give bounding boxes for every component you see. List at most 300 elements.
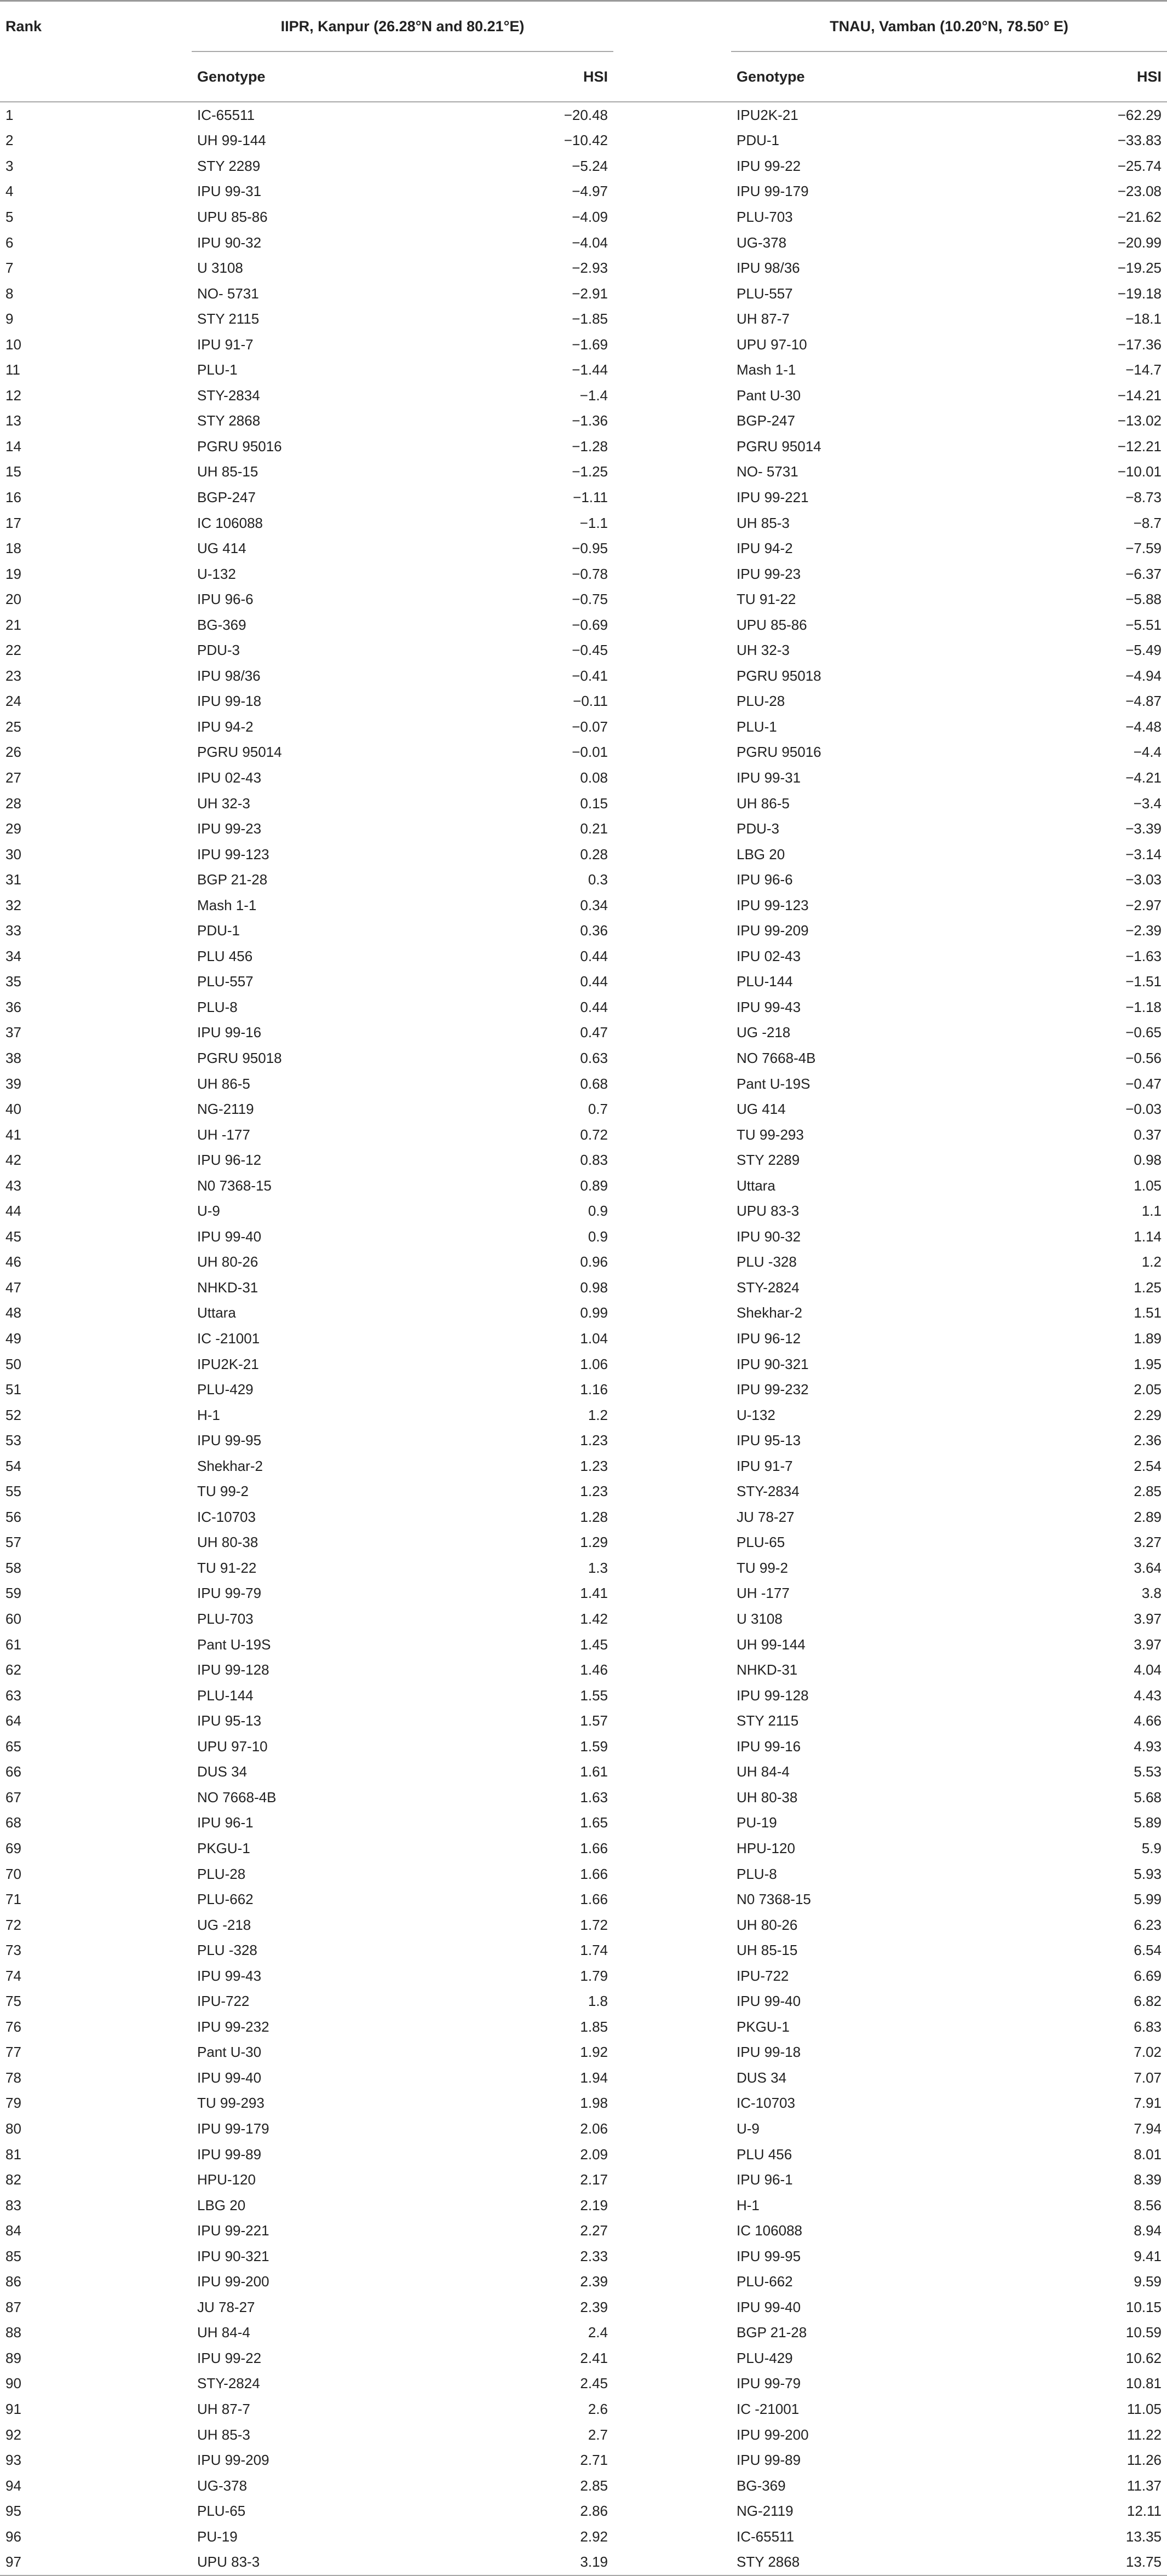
genotype-vamban-cell: IPU2K-21 [737,106,798,123]
table-row [0,102,1167,128]
hsi-kanpur-cell: −1.25 [572,463,608,480]
table-row [0,510,1167,536]
column-gap [613,1632,731,1658]
table-row [0,1020,1167,1046]
rank-cell: 27 [5,769,21,786]
genotype-kanpur-cell: PGRU 95014 [197,744,282,761]
hsi-vamban-cell: 13.75 [994,2550,1167,2576]
column-gap [613,1428,731,1453]
table-row [0,2295,1167,2320]
hsi-kanpur-cell: −2.91 [572,285,608,302]
rank-cell: 87 [5,2298,21,2315]
hsi-vamban-cell: −6.37 [1125,565,1162,582]
column-gap [613,2550,731,2576]
rank-cell: 60 [5,1611,21,1628]
hsi-kanpur-cell: 1.06 [580,1355,608,1372]
rank-cell: 92 [5,2426,21,2443]
table-row [0,2116,1167,2142]
hsi-kanpur-cell: −1.4 [579,387,608,404]
hsi-kanpur-cell: 0.83 [580,1152,608,1169]
column-gap [613,1301,731,1326]
genotype-kanpur-cell: IPU 99-232 [197,2018,269,2035]
table-row [0,2320,1167,2346]
column-gap [613,230,731,256]
hsi-vamban-cell: 3.27 [1134,1534,1162,1551]
hsi-kanpur-cell: −0.75 [572,591,608,608]
column-gap [613,51,731,102]
genotype-kanpur-cell: N0 7368-15 [197,1177,272,1194]
rank-cell: 65 [5,1738,21,1755]
rank-cell: 49 [5,1330,21,1347]
genotype-vamban-cell: IPU 91-7 [737,1457,793,1474]
genotype-vamban-cell: UH -177 [737,1585,790,1602]
table-row [0,2014,1167,2040]
hsi-kanpur-cell: 3.19 [465,2550,613,2576]
table-row [0,1173,1167,1199]
genotype-vamban-cell: IPU 94-2 [737,540,793,557]
hsi-kanpur-cell: 1.46 [580,1661,608,1678]
hsi-vamban-cell: −13.02 [1117,412,1162,429]
hsi-kanpur-cell: 1.85 [580,2018,608,2035]
genotype-kanpur-cell: IPU 96-6 [197,591,254,608]
hsi-kanpur-cell: 2.6 [588,2400,608,2417]
column-gap [613,2473,731,2499]
hsi-kanpur-cell: 2.39 [580,2273,608,2290]
table-row [0,1632,1167,1658]
hsi-kanpur-cell: 1.66 [580,1865,608,1882]
genotype-kanpur-cell: IPU 99-16 [197,1024,262,1041]
hsi-vamban-cell: 5.53 [1134,1763,1162,1780]
rank-cell: 56 [5,1508,21,1525]
table-row [0,1071,1167,1097]
hsi-vamban-cell: −4.87 [1125,693,1162,710]
table-row [0,357,1167,383]
table-row [0,1096,1167,1122]
genotype-kanpur-cell: PLU-144 [197,1687,254,1704]
genotype-vamban-cell: IPU 99-128 [737,1687,809,1704]
hsi-vamban-cell: 10.62 [1125,2349,1162,2366]
column-gap [613,1657,731,1683]
table-row [0,1122,1167,1148]
genotype-vamban-cell: UH 80-38 [737,1789,798,1806]
genotype-kanpur-cell: IPU 99-40 [197,1228,262,1245]
column-gap [613,485,731,510]
genotype-vamban-cell: NO 7668-4B [737,1050,816,1066]
genotype-vamban-cell: TU 99-293 [737,1126,804,1143]
rank-cell: 2 [5,132,14,149]
hsi-vamban-cell: 6.23 [1134,1916,1162,1933]
rank-cell: 39 [5,1075,21,1092]
genotype-kanpur-cell: IPU 99-89 [197,2146,262,2163]
hsi-kanpur-cell: 1.23 [580,1483,608,1500]
table-row [0,740,1167,766]
hsi-kanpur-cell: 0.08 [580,769,608,786]
table-row [0,1045,1167,1071]
column-gap [613,2244,731,2269]
genotype-vamban-cell: UH 87-7 [737,311,790,327]
table-row [0,816,1167,842]
hsi-kanpur-cell: 1.42 [580,1611,608,1628]
hsi-vamban-cell: 4.66 [1134,1712,1162,1729]
column-gap [613,2295,731,2320]
hsi-vamban-cell: −0.03 [1125,1101,1162,1118]
genotype-vamban-cell: IPU 99-221 [737,488,809,505]
hsi-vamban-cell: 1.2 [1141,1254,1162,1270]
hsi-vamban-cell: −3.14 [1125,846,1162,863]
genotype-vamban-cell: IPU 96-1 [737,2171,793,2188]
rank-cell: 25 [5,718,21,735]
rank-cell: 67 [5,1789,21,1806]
genotype-vamban-cell: STY 2289 [737,1152,800,1169]
hsi-kanpur-cell: 2.09 [580,2146,608,2163]
hsi-vamban-cell: 7.07 [1134,2069,1162,2086]
table-row [0,2371,1167,2397]
rank-cell: 79 [5,2095,21,2112]
hsi-kanpur-cell: −1.28 [572,438,608,455]
hsi-kanpur-cell: −0.95 [572,540,608,557]
hsi-vamban-cell: −7.59 [1125,540,1162,557]
genotype-kanpur-cell: IPU 91-7 [197,336,254,353]
genotype-kanpur-cell: Pant U-19S [197,1636,271,1653]
rank-cell: 23 [5,667,21,684]
column-gap [613,689,731,715]
column-gap [613,102,731,128]
genotype-vamban-cell: PGRU 95018 [737,667,821,684]
genotype-vamban-cell: IPU 99-232 [737,1381,809,1398]
hsi-kanpur-cell: 0.72 [580,1126,608,1143]
hsi-vamban-cell: −8.7 [1133,514,1162,531]
genotype-vamban-cell: IPU 96-6 [737,871,793,888]
hsi-vamban-cell: −3.39 [1125,820,1162,837]
hsi-vamban-cell: −17.36 [1117,336,1162,353]
column-gap [613,1810,731,1836]
table-row [0,944,1167,969]
genotype-kanpur-cell: IPU 99-179 [197,2120,269,2137]
genotype-vamban-cell: BGP-247 [737,412,795,429]
genotype-vamban-cell: BGP 21-28 [737,2324,807,2341]
genotype-kanpur-cell: IPU 95-13 [197,1712,262,1729]
hsi-kanpur-cell: 0.44 [580,998,608,1015]
column-gap [613,612,731,638]
genotype-vamban-cell: IPU 99-89 [737,2452,801,2469]
genotype-kanpur-cell: UH 84-4 [197,2324,250,2341]
genotype-vamban-cell: Uttara [737,1177,775,1194]
hsi-kanpur-cell: 0.44 [580,947,608,964]
genotype-vamban-cell: UH 80-26 [737,1916,798,1933]
hsi-vamban-cell: 12.11 [1126,2503,1162,2520]
genotype-vamban-cell: DUS 34 [737,2069,787,2086]
hsi-vamban-cell: −18.1 [1125,311,1162,327]
hsi-vamban-cell: 4.04 [1134,1661,1162,1678]
genotype-kanpur-cell: PLU-703 [197,1611,254,1628]
column-gap [613,1861,731,1887]
genotype-vamban-cell: IPU 99-209 [737,922,809,939]
column-gap [613,1352,731,1377]
genotype-kanpur-cell: U 3108 [197,260,243,277]
hsi-kanpur-cell: 2.17 [580,2171,608,2188]
genotype-kanpur-cell: PGRU 95018 [197,1050,282,1066]
hsi-vamban-cell: −25.74 [1117,157,1162,174]
genotype-kanpur-cell: NO- 5731 [197,285,259,302]
genotype-kanpur-cell: UH 80-26 [197,1254,258,1270]
genotype-vamban-cell: U 3108 [737,1611,783,1628]
genotype-vamban-cell: IPU 99-123 [737,896,809,913]
rank-cell: 9 [5,311,14,327]
hsi-vamban-cell: 0.98 [1134,1152,1162,1169]
table-row [0,255,1167,281]
site-header-kanpur: IIPR, Kanpur (26.28°N and 80.21°E) [280,18,525,34]
table-row [0,663,1167,689]
table-row [0,1657,1167,1683]
hsi-kanpur-cell: 1.94 [580,2069,608,2086]
hsi-vamban-cell: 13.35 [1125,2528,1162,2545]
table-row [0,1402,1167,1428]
table-row [0,536,1167,561]
genotype-header-kanpur: Genotype [192,51,465,102]
rank-cell: 41 [5,1126,21,1143]
table-row [0,2396,1167,2422]
genotype-kanpur-cell: IPU2K-21 [197,1355,259,1372]
hsi-kanpur-cell: −1.36 [572,412,608,429]
table-row [0,1147,1167,1173]
genotype-vamban-cell: PKGU-1 [737,2018,790,2035]
genotype-vamban-cell: PLU-662 [737,2273,793,2290]
table-row [0,2447,1167,2473]
hsi-kanpur-cell: 1.66 [580,1891,608,1908]
genotype-kanpur-cell: PU-19 [197,2528,238,2545]
hsi-vamban-cell: −19.18 [1117,285,1162,302]
genotype-kanpur-cell: UG -218 [197,1916,251,1933]
hsi-vamban-cell: −21.62 [1117,208,1162,225]
hsi-vamban-cell: −33.83 [1117,132,1162,149]
rank-cell: 66 [5,1763,21,1780]
site-header-vamban: TNAU, Vamban (10.20°N, 78.50° E) [830,18,1068,34]
hsi-vamban-cell: 2.54 [1134,1457,1162,1474]
genotype-vamban-cell: N0 7368-15 [737,1891,811,1908]
genotype-kanpur-cell: UG-378 [197,2477,248,2494]
column-gap [613,332,731,358]
hsi-vamban-cell: −0.65 [1125,1024,1162,1041]
table-row [0,2422,1167,2448]
hsi-kanpur-cell: −4.04 [572,234,608,251]
hsi-vamban-cell: −4.48 [1125,718,1162,735]
hsi-kanpur-cell: 0.9 [588,1203,608,1220]
genotype-kanpur-cell: TU 99-2 [197,1483,249,1500]
genotype-kanpur-cell: BGP-247 [197,488,256,505]
rank-cell: 28 [5,795,21,812]
hsi-kanpur-cell: 1.66 [580,1839,608,1856]
table-row [0,179,1167,205]
hsi-vamban-cell: 1.95 [1134,1355,1162,1372]
column-gap [613,1734,731,1760]
column-gap [613,1045,731,1071]
genotype-kanpur-cell: BG-369 [197,616,246,633]
table-row [0,994,1167,1020]
hsi-vamban-cell: −14.21 [1117,387,1162,404]
genotype-kanpur-cell: IPU 99-95 [197,1432,262,1449]
hsi-header-kanpur: HSI [465,51,613,102]
genotype-vamban-cell: HPU-120 [737,1839,795,1856]
hsi-kanpur-cell: −20.48 [564,106,608,123]
hsi-vamban-cell: 4.43 [1134,1687,1162,1704]
rank-cell: 18 [5,540,21,557]
hsi-kanpur-cell: 0.68 [580,1075,608,1092]
rank-cell: 32 [5,896,21,913]
table-row [0,2269,1167,2295]
genotype-vamban-cell: BG-369 [737,2477,786,2494]
column-gap [613,1402,731,1428]
table-row [0,1836,1167,1861]
genotype-kanpur-cell: TU 99-293 [197,2095,265,2112]
rank-cell: 96 [5,2528,21,2545]
genotype-vamban-cell: NG-2119 [737,2503,794,2520]
genotype-kanpur-cell: UPU 97-10 [197,1738,268,1755]
rank-cell: 1 [5,106,14,123]
table-row [0,842,1167,867]
table-row [0,332,1167,358]
genotype-vamban-cell: IPU 99-95 [737,2247,801,2264]
hsi-kanpur-cell: 1.28 [580,1508,608,1525]
hsi-kanpur-cell: −4.09 [572,208,608,225]
header-row-sites [0,2,1167,51]
hsi-vamban-cell: 3.97 [1134,1611,1162,1628]
rank-cell: 70 [5,1865,21,1882]
genotype-vamban-cell: IPU 99-179 [737,183,809,200]
hsi-kanpur-cell: 0.3 [588,871,608,888]
hsi-vamban-cell: −8.73 [1125,488,1162,505]
hsi-vamban-cell: −1.51 [1125,973,1162,990]
hsi-kanpur-cell: 1.57 [580,1712,608,1729]
rank-cell: 45 [5,1228,21,1245]
rank-cell: 43 [5,1177,21,1194]
column-gap [613,1199,731,1224]
hsi-kanpur-cell: 0.44 [580,973,608,990]
rank-cell: 30 [5,846,21,863]
rank-cell: 44 [5,1203,21,1220]
rank-cell: 52 [5,1406,21,1423]
column-gap [613,2014,731,2040]
genotype-vamban-cell: IC -21001 [737,2400,800,2417]
column-gap [613,842,731,867]
genotype-vamban-cell: IPU-722 [737,1967,789,1984]
hsi-kanpur-cell: 2.85 [580,2477,608,2494]
rank-cell: 26 [5,744,21,761]
table-row [0,1555,1167,1581]
hsi-kanpur-cell: 1.72 [580,1916,608,1933]
hsi-vamban-cell: −2.39 [1125,922,1162,939]
genotype-vamban-cell: U-9 [737,2120,760,2137]
genotype-kanpur-cell: PDU-3 [197,642,240,659]
column-gap [613,383,731,409]
genotype-vamban-cell: IPU 95-13 [737,1432,801,1449]
table-row [0,1708,1167,1734]
rank-cell: 55 [5,1483,21,1500]
hsi-kanpur-cell: 0.63 [580,1050,608,1066]
table-row [0,1326,1167,1352]
hsi-vamban-cell: 8.94 [1134,2222,1162,2239]
table-row [0,128,1167,154]
hsi-vamban-cell: 2.36 [1134,1432,1162,1449]
hsi-kanpur-cell: 1.79 [580,1967,608,1984]
hsi-kanpur-cell: 2.7 [588,2426,608,2443]
hsi-vamban-cell: 1.14 [1134,1228,1162,1245]
hsi-vamban-cell: 8.01 [1134,2146,1162,2163]
table-row [0,459,1167,485]
rank-cell: 46 [5,1254,21,1270]
hsi-vamban-cell: 1.05 [1134,1177,1162,1194]
rank-cell: 12 [5,387,21,404]
hsi-vamban-cell: −3.4 [1133,795,1162,812]
genotype-kanpur-cell: PGRU 95016 [197,438,282,455]
hsi-vamban-cell: 1.89 [1134,1330,1162,1347]
column-gap [613,1760,731,1785]
genotype-kanpur-cell: UH -177 [197,1126,250,1143]
rank-cell: 29 [5,820,21,837]
hsi-kanpur-cell: −1.1 [579,514,608,531]
rank-cell: 95 [5,2503,21,2520]
column-gap [613,306,731,332]
genotype-vamban-cell: IC-10703 [737,2095,795,2112]
hsi-vamban-cell: 0.37 [1134,1126,1162,1143]
column-gap [613,893,731,918]
hsi-vamban-cell: 3.64 [1134,1559,1162,1576]
genotype-kanpur-cell: PLU-8 [197,998,238,1015]
rank-cell: 82 [5,2171,21,2188]
table-row [0,1530,1167,1556]
genotype-kanpur-cell: U-9 [197,1203,220,1220]
table-row [0,689,1167,715]
rank-cell: 36 [5,998,21,1015]
genotype-kanpur-cell: IPU-722 [197,1993,250,2010]
genotype-kanpur-cell: PDU-1 [197,922,240,939]
rank-cell: 37 [5,1024,21,1041]
table-row [0,2550,1167,2576]
genotype-kanpur-cell: IPU 99-79 [197,1585,262,1602]
header-row-columns [0,51,1167,102]
hsi-vamban-cell: −12.21 [1117,438,1162,455]
rank-cell: 71 [5,1891,21,1908]
rank-cell: 88 [5,2324,21,2341]
column-gap [613,1122,731,1148]
genotype-vamban-cell: PLU-8 [737,1865,777,1882]
rank-cell: 16 [5,488,21,505]
genotype-kanpur-cell: IPU 99-22 [197,2349,262,2366]
genotype-kanpur-cell: PLU -328 [197,1942,257,1959]
genotype-kanpur-cell: PLU-429 [197,1381,254,1398]
genotype-kanpur-cell: IPU 99-43 [197,1967,262,1984]
genotype-vamban-cell: UG-378 [737,234,787,251]
hsi-kanpur-cell: 2.19 [580,2196,608,2213]
hsi-vamban-cell: 1.25 [1134,1279,1162,1296]
hsi-kanpur-cell: 2.27 [580,2222,608,2239]
hsi-vamban-cell: 6.54 [1134,1942,1162,1959]
column-gap [613,1504,731,1530]
hsi-kanpur-cell: 1.04 [580,1330,608,1347]
column-gap [613,791,731,817]
rank-cell: 74 [5,1967,21,1984]
hsi-kanpur-cell: 0.28 [580,846,608,863]
rank-cell: 3 [5,157,14,174]
rank-cell: 72 [5,1916,21,1933]
genotype-kanpur-cell: UG 414 [197,540,246,557]
genotype-vamban-cell: Mash 1-1 [737,361,796,378]
rank-header: Rank [5,18,42,34]
rank-cell: 76 [5,2018,21,2035]
rank-cell: 50 [5,1355,21,1372]
genotype-vamban-cell: UPU 83-3 [737,1203,800,1220]
hsi-kanpur-cell: −0.69 [572,616,608,633]
column-gap [613,2396,731,2422]
